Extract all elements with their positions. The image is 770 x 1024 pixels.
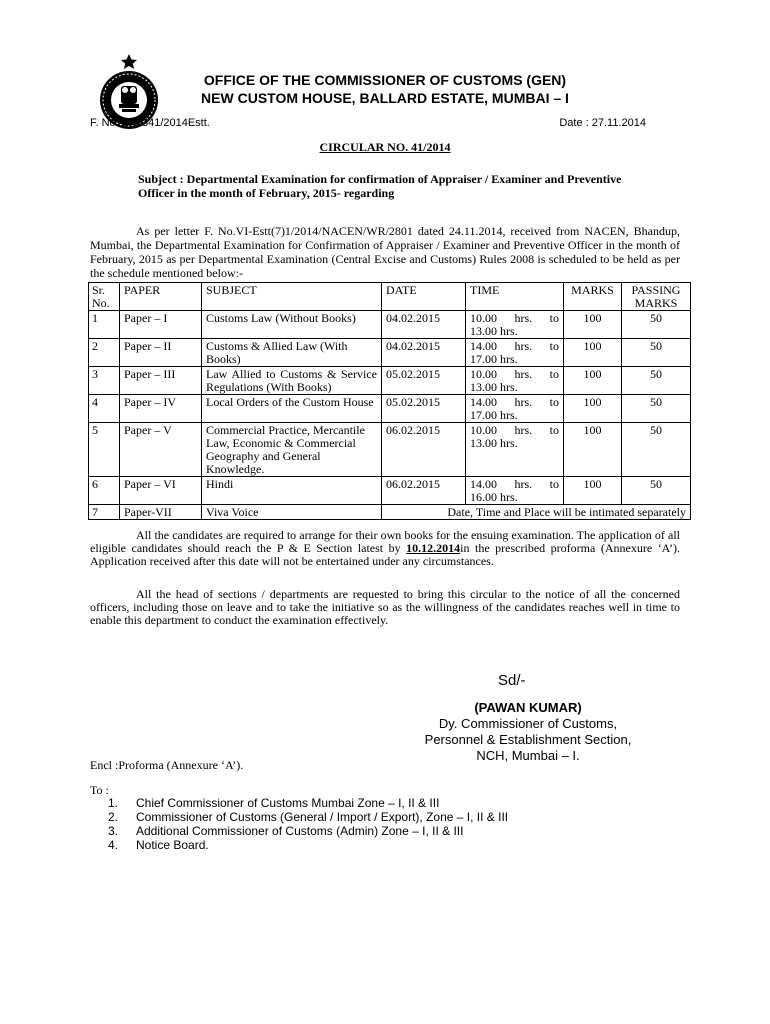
signature-sd: Sd/- [498,672,526,689]
header-subject: SUBJECT [202,283,382,311]
row-paper: Paper – I [120,311,202,339]
row-sr: 6 [89,477,120,505]
para2-text-before: All the candidates are required to arrange for their own books for the ensuing examination. The application of all eligible candidates should reach the P & E Section latest by [90,528,680,555]
row-sr: 2 [89,339,120,367]
row-passing: 50 [622,367,691,395]
table-row [89,395,691,423]
row-schedule-note: Date, Time and Place will be intimated separately [382,505,691,520]
header-passing-marks: PASSING MARKS [622,283,691,311]
row-marks: 100 [564,395,622,423]
row-subject: Local Orders of the Custom House [202,395,382,423]
row-marks: 100 [564,423,622,477]
row-marks: 100 [564,311,622,339]
header-paper: PAPER [120,283,202,311]
application-deadline: 10.12.2014 [406,541,461,555]
list-item [108,796,508,810]
row-date: 06.02.2015 [382,423,466,477]
row-time: 14.00 hrs. to 17.00 hrs. [466,339,564,367]
row-sr: 5 [89,423,120,477]
list-item-text: Notice Board. [136,838,209,852]
header-date: DATE [382,283,466,311]
row-paper: Paper – II [120,339,202,367]
row-paper: Paper – V [120,423,202,477]
intro-paragraph: As per letter F. No.VI-Estt(7)1/2014/NACEN/WR/2801 dated 24.11.2014, received from NACEN, Bhandup, Mumbai, the Departmental Examination for Confirmation of Appraiser / Examiner and Preventive Officer in the month of February, 2015 as per Departmental Examination (Central Excise and Customs) Rules 2008 is scheduled to be held as per the schedule mentioned below:- [90,224,680,280]
row-time: 10.00 hrs. to 13.00 hrs. [466,423,564,477]
signatory-location: NCH, Mumbai – I. [476,748,580,763]
row-passing: 50 [622,477,691,505]
para2-text-after: in the prescribed proforma (Annexure ‘A’). Application received after this date will not be entertained under any circumstances. [90,541,680,568]
row-paper: Paper – VI [120,477,202,505]
recipient-list [108,796,508,852]
row-passing: 50 [622,339,691,367]
row-passing: 50 [622,395,691,423]
subject-line: Subject : Departmental Examination for confirmation of Appraiser / Examiner and Preventive Officer in the month of February, 2015- regarding [138,172,622,200]
row-subject: Commercial Practice, Mercantile Law, Economic & Commercial Geography and General Knowledge. [202,423,382,477]
header-marks: MARKS [564,283,622,311]
list-item-text: Chief Commissioner of Customs Mumbai Zone – I, II & III [136,796,440,810]
list-item [108,838,508,852]
list-item [108,824,508,838]
row-date: 06.02.2015 [382,477,466,505]
exam-schedule-table [88,282,691,520]
row-sr: 4 [89,395,120,423]
table-row [89,477,691,505]
table-row [89,367,691,395]
header-time: TIME [466,283,564,311]
list-item-number: 3. [108,824,119,838]
row-date: 05.02.2015 [382,367,466,395]
row-subject: Viva Voice [202,505,382,520]
row-paper: Paper-VII [120,505,202,520]
list-item-text: Additional Commissioner of Customs (Admin) Zone – I, II & III [136,824,464,838]
row-sr: 1 [89,311,120,339]
row-marks: 100 [564,477,622,505]
enclosure-note: Encl :Proforma (Annexure ‘A’). [90,758,244,772]
list-item-text: Commissioner of Customs (General / Import / Export), Zone – I, II & III [136,810,509,824]
to-label: To : [90,783,109,797]
list-item-number: 1. [108,796,119,810]
heads-notice-paragraph: All the head of sections / departments are requested to bring this circular to the notice of all the concerned officers, including those on leave and to take the initiative so as the willingness of the candidates reaches well in time to enable this department to conduct the examination effectively. [90,587,680,627]
row-paper: Paper – III [120,367,202,395]
table-row [89,339,691,367]
circular-date: Date : 27.11.2014 [559,117,646,129]
circular-number: CIRCULAR NO. 41/2014 [319,140,451,154]
table-row [89,311,691,339]
file-number: F. No. S/5-341/2014Estt. [90,117,210,129]
list-item-number: 2. [108,810,119,824]
office-title: OFFICE OF THE COMMISSIONER OF CUSTOMS (GEN) [203,72,567,88]
row-subject: Customs Law (Without Books) [202,311,382,339]
signatory-section: Personnel & Establishment Section, [424,732,632,747]
row-date: 05.02.2015 [382,395,466,423]
signatory-designation: Dy. Commissioner of Customs, [438,716,618,731]
list-item [108,810,508,824]
row-time: 10.00 hrs. to 13.00 hrs. [466,367,564,395]
row-sr: 7 [89,505,120,520]
row-passing: 50 [622,311,691,339]
list-item-number: 4. [108,838,119,852]
table-row [89,505,691,520]
office-address: NEW CUSTOM HOUSE, BALLARD ESTATE, MUMBAI – I [201,90,569,106]
row-passing: 50 [622,423,691,477]
row-subject: Customs & Allied Law (With Books) [202,339,382,367]
row-time: 14.00 hrs. to 17.00 hrs. [466,395,564,423]
row-subject: Law Allied to Customs & Service Regulations (With Books) [202,367,382,395]
row-marks: 100 [564,339,622,367]
row-subject: Hindi [202,477,382,505]
signatory-name: (PAWAN KUMAR) [474,700,582,715]
row-time: 14.00 hrs. to 16.00 hrs. [466,477,564,505]
signatory-block [396,700,660,764]
books-application-paragraph [90,529,680,568]
header-sr-no: Sr. No. [89,283,120,311]
row-sr: 3 [89,367,120,395]
row-time: 10.00 hrs. to 13.00 hrs. [466,311,564,339]
row-paper: Paper – IV [120,395,202,423]
row-date: 04.02.2015 [382,311,466,339]
table-row [89,423,691,477]
table-header-row [89,283,691,311]
row-marks: 100 [564,367,622,395]
row-date: 04.02.2015 [382,339,466,367]
